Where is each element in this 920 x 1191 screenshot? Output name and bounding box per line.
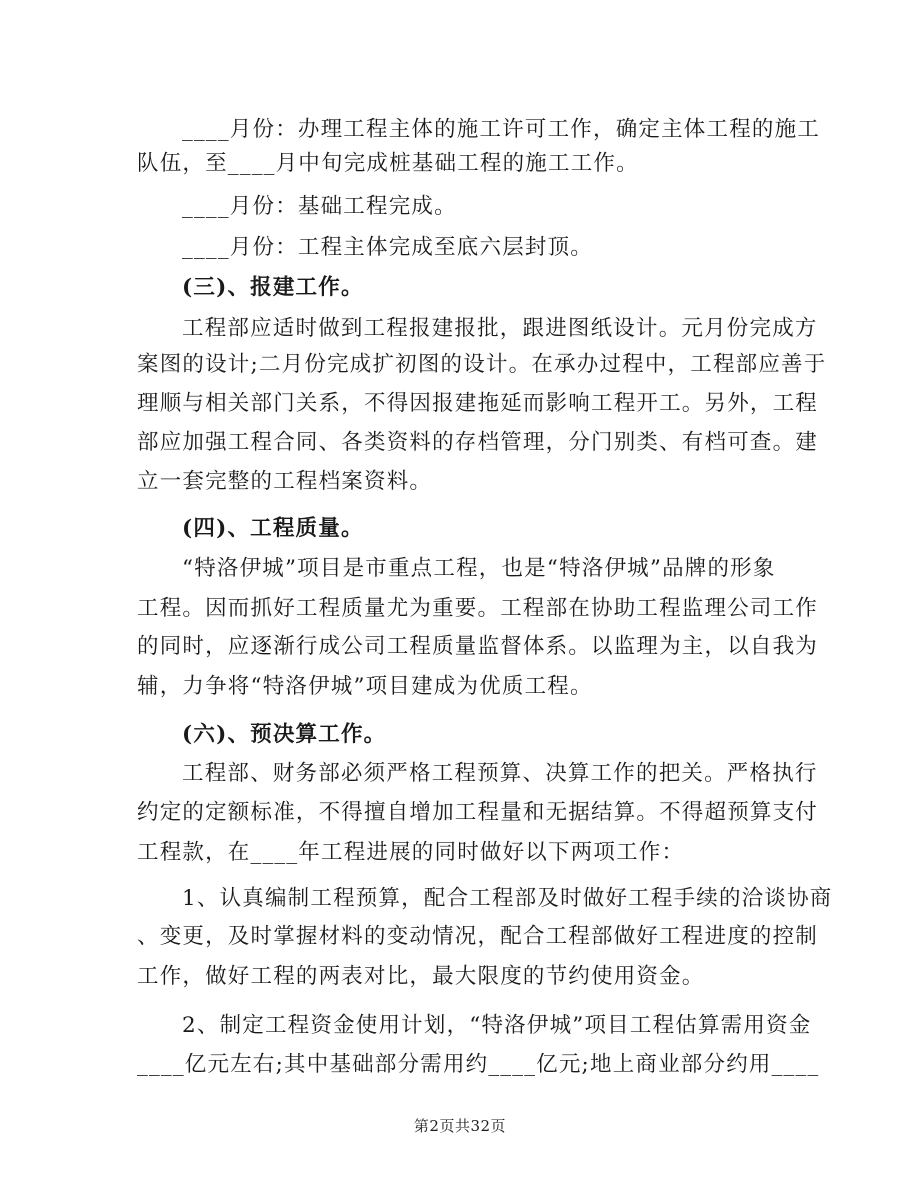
paragraph-line: 工作，做好工程的两表对比，最大限度的节约使用资金。 [137,964,705,989]
paragraph-line: 理顺与相关部门关系，不得因报建拖延而影响工程开工。另外，工程 [137,391,819,416]
section-heading: (六)、预决算工作。 [182,722,387,747]
paragraph-line: ____月份：办理工程主体的施工许可工作，确定主体工程的施工 [182,117,821,142]
paragraph-line: 立一套完整的工程档案资料。 [137,469,433,494]
paragraph-line: “特洛伊城”项目是市重点工程，也是“特洛伊城”品牌的形象 [182,556,776,581]
paragraph-line: 1、认真编制工程预算，配合工程部及时做好工程手续的洽谈协商 [182,886,833,911]
paragraph-line: 工程。因而抓好工程质量尤为重要。工程部在协助工程监理公司工作 [137,596,819,621]
paragraph-line: 的同时，应逐渐行成公司工程质量监督体系。以监理为主，以自我为 [137,634,819,659]
paragraph-line: ____亿元左右;其中基础部分需用约____亿元;地上商业部分约用____ [137,1052,820,1077]
paragraph-line: 案图的设计;二月份完成扩初图的设计。在承办过程中，工程部应善于 [137,352,827,377]
section-heading: (四)、工程质量。 [182,516,364,541]
paragraph-line: 、变更，及时掌握材料的变动情况，配合工程部做好工程进度的控制 [137,924,819,949]
section-heading: (三)、报建工作。 [182,275,364,300]
paragraph-line: 部应加强工程合同、各类资料的存档管理，分门别类、有档可查。建 [137,430,819,455]
page-number: 第2页共32页 [413,1117,507,1135]
paragraph-line: ____月份：工程主体完成至底六层封顶。 [182,235,594,260]
paragraph-line: 工程部、财务部必须严格工程预算、决算工作的把关。严格执行 [182,761,818,786]
paragraph-line: ____月份：基础工程完成。 [182,194,457,219]
paragraph-line: 工程款，在____年工程进展的同时做好以下两项工作： [137,840,685,865]
paragraph-line: 约定的定额标准，不得擅自增加工程量和无据结算。不得超预算支付 [137,800,819,825]
paragraph-line: 工程部应适时做到工程报建报批，跟进图纸设计。元月份完成方 [182,316,818,341]
paragraph-line: 2、制定工程资金使用计划，“特洛伊城”项目工程估算需用资金 [182,1013,812,1038]
paragraph-line: 辅，力争将“特洛伊城”项目建成为优质工程。 [137,674,593,699]
paragraph-line: 队伍，至____月中旬完成桩基础工程的施工工作。 [137,151,639,176]
